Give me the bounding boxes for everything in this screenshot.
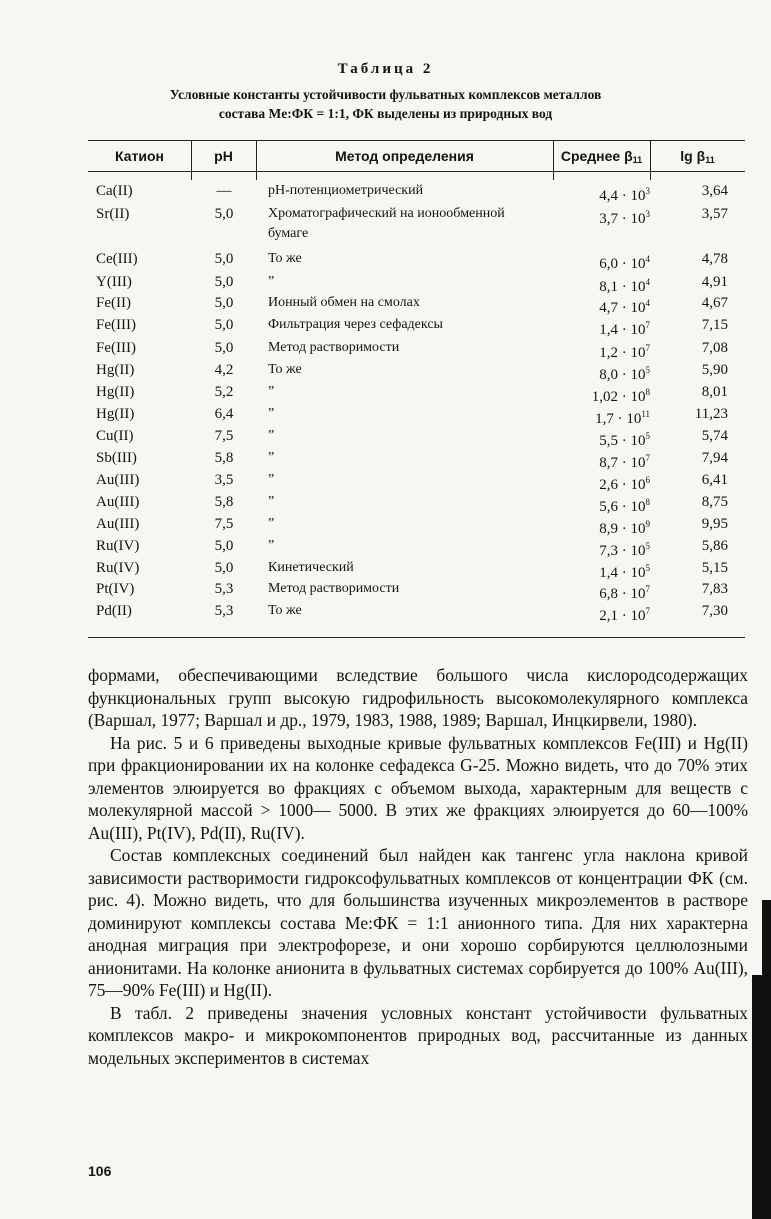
ph-cell: 5,0 <box>214 206 234 222</box>
ph-cell: 5,0 <box>214 317 234 333</box>
mean-beta-exponent: 5 <box>645 365 650 375</box>
page-number: 106 <box>88 1163 112 1179</box>
cation-cell: Au(III) <box>96 472 140 488</box>
ph-cell: 5,8 <box>214 494 234 510</box>
table-row <box>88 535 745 557</box>
table-row <box>88 271 745 293</box>
mean-beta-exponent: 8 <box>645 497 650 507</box>
mean-beta-exponent: 5 <box>645 563 650 573</box>
mean-beta-exponent: 4 <box>645 254 650 264</box>
cation-cell: Au(III) <box>96 516 140 532</box>
ph-cell: 5,0 <box>214 340 234 356</box>
table-row <box>88 359 745 381</box>
table-row <box>88 381 745 403</box>
lg-beta-cell: 8,01 <box>701 384 728 400</box>
mean-beta-mantissa: 6,0 · 10 <box>599 256 646 272</box>
mean-beta-mantissa: 8,9 · 10 <box>599 521 646 537</box>
method-cell: ” <box>268 274 275 289</box>
lg-beta-cell: 3,57 <box>701 206 728 222</box>
lg-beta-cell: 7,30 <box>701 603 728 619</box>
method-cell: Метод растворимости <box>268 340 400 355</box>
header-mean-subscript: 11 <box>632 155 643 165</box>
mean-beta-mantissa: 1,02 · 10 <box>591 389 646 405</box>
cation-cell: Fe(III) <box>96 340 136 356</box>
lg-beta-cell: 7,15 <box>701 317 728 333</box>
mean-beta-exponent: 8 <box>645 387 650 397</box>
header-method: Метод определения <box>335 148 474 164</box>
mean-beta-mantissa: 2,1 · 10 <box>599 608 646 624</box>
lg-beta-cell: 4,67 <box>701 295 728 311</box>
mean-beta-mantissa: 8,0 · 10 <box>599 367 646 383</box>
cation-cell: Hg(II) <box>96 362 135 378</box>
mean-beta-exponent: 6 <box>645 475 650 485</box>
mean-beta-exponent: 7 <box>645 343 650 353</box>
method-cell: ” <box>268 472 275 487</box>
table-row <box>88 203 745 241</box>
mean-beta-mantissa: 7,3 · 10 <box>599 543 646 559</box>
mean-beta-exponent: 5 <box>645 541 650 551</box>
mean-beta-mantissa: 3,7 · 10 <box>599 211 646 227</box>
mean-beta-mantissa: 1,4 · 10 <box>599 322 646 338</box>
lg-beta-cell: 7,08 <box>701 340 728 356</box>
header-mean-beta <box>553 146 650 166</box>
method-cell: Хроматографический на ионообменной бумаге <box>268 206 505 241</box>
mean-beta-cell <box>550 600 650 627</box>
paragraph: На рис. 5 и 6 приведены выходные кривые фульватных комплексов Fe(III) и Hg(II) при фракционировании их на колонке сефадекса G-25. Можно видеть, что до 70% этих элементов элюируется во фракциях с объемом выхода, характерным для веществ с молекулярной массой > 1000— 5000. В этих же фракциях элюируется до 60—100% Au(III), Pt(IV), Pd(II), Ru(IV). <box>88 732 748 843</box>
body-text <box>88 664 748 1069</box>
ph-cell: 5,0 <box>214 295 234 311</box>
cation-cell: Hg(II) <box>96 406 135 422</box>
table-row <box>88 337 745 359</box>
ph-cell: 6,4 <box>214 406 234 422</box>
table-row <box>88 513 745 535</box>
cation-cell: Ce(III) <box>96 251 138 267</box>
method-cell: ” <box>268 494 275 509</box>
lg-beta-cell: 7,83 <box>701 581 728 597</box>
header-lg-beta <box>650 146 745 166</box>
cation-cell: Sr(II) <box>96 206 130 222</box>
table-row <box>88 403 745 425</box>
lg-beta-cell: 6,41 <box>701 472 728 488</box>
scan-edge-shadow <box>752 975 771 1219</box>
lg-beta-cell: 8,75 <box>701 494 728 510</box>
ph-cell: 7,5 <box>214 428 234 444</box>
mean-beta-exponent: 9 <box>645 519 650 529</box>
method-cell: То же <box>268 603 302 618</box>
table-row <box>88 491 745 513</box>
header-lg-label: lg β <box>680 148 706 164</box>
method-cell: Фильтрация через сефадексы <box>268 317 443 332</box>
table-row <box>88 600 745 622</box>
mean-beta-mantissa: 4,4 · 10 <box>599 188 646 204</box>
lg-beta-cell: 5,86 <box>701 538 728 554</box>
table-header-rule <box>88 171 745 172</box>
cation-cell: Y(III) <box>96 274 132 290</box>
lg-beta-cell: 5,74 <box>701 428 728 444</box>
table-number: Таблица 2 <box>337 61 434 77</box>
lg-beta-cell: 9,95 <box>701 516 728 532</box>
lg-beta-cell: 11,23 <box>694 406 728 422</box>
mean-beta-exponent: 7 <box>645 453 650 463</box>
ph-cell: 5,8 <box>214 450 234 466</box>
method-cell: ” <box>268 406 275 421</box>
table-row <box>88 180 745 202</box>
lg-beta-cell: 7,94 <box>701 450 728 466</box>
ph-cell: — <box>216 183 232 199</box>
method-cell: ” <box>268 516 275 531</box>
table-caption-line2: состава Me:ФК = 1:1, ФК выделены из природных вод <box>218 106 553 121</box>
cation-cell: Ca(II) <box>96 183 133 199</box>
mean-beta-mantissa: 8,7 · 10 <box>599 455 646 471</box>
ph-cell: 5,0 <box>214 560 234 576</box>
table-top-rule <box>88 140 745 141</box>
ph-cell: 5,0 <box>214 251 234 267</box>
mean-beta-mantissa: 5,5 · 10 <box>599 433 646 449</box>
table-row <box>88 447 745 469</box>
cation-cell: Ru(IV) <box>96 538 140 554</box>
method-cell: ” <box>268 450 275 465</box>
mean-beta-exponent: 7 <box>645 320 650 330</box>
lg-beta-cell: 4,91 <box>701 274 728 290</box>
lg-beta-cell: 5,15 <box>701 560 728 576</box>
mean-beta-mantissa: 8,1 · 10 <box>599 279 646 295</box>
method-cell: ” <box>268 384 275 399</box>
mean-beta-exponent: 3 <box>645 186 650 196</box>
cation-cell: Cu(II) <box>96 428 134 444</box>
header-cation: Катион <box>115 148 164 164</box>
table-row <box>88 248 745 270</box>
paragraph: Состав комплексных соединений был найден как тангенс угла наклона кривой зависимости растворимости гидроксофульватных комплексов от концентрации ФК (см. рис. 4). Можно видеть, что для большинства изученных микроэлементов в растворе доминируют комплексы состава Me:ФК = 1:1 анионного типа. Для них характерна анодная миграция при электрофорезе, и они хорошо сорбируются целлюлозными анионитами. На колонке анионита в фульватных системах сорбируется до 100% Au(III), 75—90% Fe(III) и Hg(II). <box>88 845 748 1000</box>
ph-cell: 5,0 <box>214 274 234 290</box>
paragraph: В табл. 2 приведены значения условных констант устойчивости фульватных комплексов макро- и микрокомпонентов природных вод, рассчитанные из данных модельных экспериментов в системах <box>88 1002 748 1068</box>
table-bottom-rule <box>88 637 745 638</box>
method-cell: То же <box>268 251 302 266</box>
table-row <box>88 425 745 447</box>
table-caption-line1: Условные константы устойчивости фульватных комплексов металлов <box>169 87 602 102</box>
mean-beta-mantissa: 1,4 · 10 <box>599 565 646 581</box>
ph-cell: 4,2 <box>214 362 234 378</box>
mean-beta-exponent: 4 <box>645 277 650 287</box>
mean-beta-mantissa: 1,7 · 10 <box>595 411 642 427</box>
method-cell: Метод растворимости <box>268 581 400 596</box>
table-row <box>88 292 745 314</box>
table-row <box>88 314 745 336</box>
cation-cell: Fe(III) <box>96 317 136 333</box>
cation-cell: Pd(II) <box>96 603 132 619</box>
lg-beta-cell: 5,90 <box>701 362 728 378</box>
mean-beta-mantissa: 5,6 · 10 <box>599 499 646 515</box>
mean-beta-exponent: 4 <box>645 298 650 308</box>
header-mean-label: Среднее β <box>560 148 633 164</box>
cation-cell: Fe(II) <box>96 295 131 311</box>
mean-beta-mantissa: 2,6 · 10 <box>599 477 646 493</box>
method-cell: ” <box>268 538 275 553</box>
paragraph: формами, обеспечивающими вследствие большого числа кислородсодержащих функциональных групп высокую гидрофильность высокомолекулярного комплекса (Варшал, 1977; Варшал и др., 1979, 1983, 1988, 1989; Варшал, Инцкирвели, 1980). <box>88 665 748 730</box>
method-cell: Кинетический <box>268 560 354 575</box>
table-row <box>88 557 745 579</box>
header-ph: pH <box>214 148 233 164</box>
ph-cell: 5,2 <box>214 384 234 400</box>
method-cell: ” <box>268 428 275 443</box>
mean-beta-exponent: 7 <box>645 584 650 594</box>
mean-beta-exponent: 3 <box>645 209 650 219</box>
mean-beta-mantissa: 6,8 · 10 <box>599 586 646 602</box>
mean-beta-mantissa: 1,2 · 10 <box>599 345 646 361</box>
method-cell: То же <box>268 362 302 377</box>
cation-cell: Ru(IV) <box>96 560 140 576</box>
mean-beta-exponent: 5 <box>645 431 650 441</box>
ph-cell: 7,5 <box>214 516 234 532</box>
ph-cell: 5,0 <box>214 538 234 554</box>
ph-cell: 3,5 <box>214 472 234 488</box>
cation-cell: Sb(III) <box>96 450 137 466</box>
table-row <box>88 578 745 600</box>
header-lg-subscript: 11 <box>705 155 715 165</box>
lg-beta-cell: 3,64 <box>701 183 728 199</box>
method-cell: pH-потенциометрический <box>268 183 424 198</box>
cation-cell: Hg(II) <box>96 384 135 400</box>
mean-beta-exponent: 11 <box>641 409 650 419</box>
mean-beta-exponent: 7 <box>645 606 650 616</box>
method-cell: Ионный обмен на смолах <box>268 295 420 310</box>
mean-beta-cell <box>550 203 650 230</box>
cation-cell: Pt(IV) <box>96 581 135 597</box>
mean-beta-mantissa: 4,7 · 10 <box>599 300 646 316</box>
lg-beta-cell: 4,78 <box>701 251 728 267</box>
table-row <box>88 469 745 491</box>
ph-cell: 5,3 <box>214 603 234 619</box>
ph-cell: 5,3 <box>214 581 234 597</box>
cation-cell: Au(III) <box>96 494 140 510</box>
